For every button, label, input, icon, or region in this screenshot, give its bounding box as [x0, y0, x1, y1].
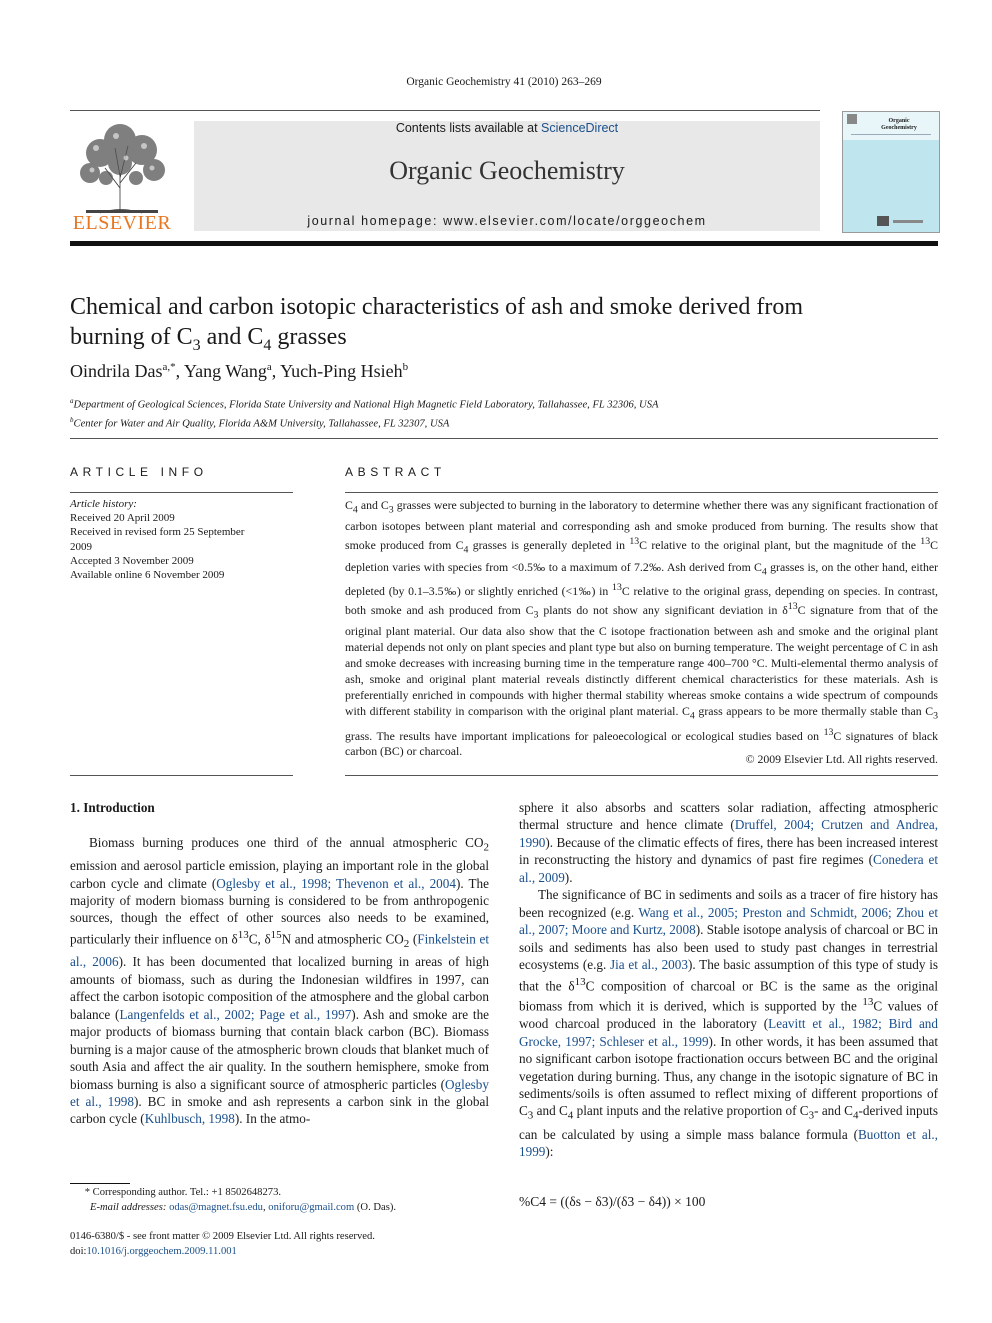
title-rule	[70, 438, 938, 439]
paragraph: Biomass burning produces one third of the annual atmospheric $CO_2$ emission and aerosol particle emission, playing an important role in the global carbon cycle and climate (Oglesby et al., 1998; Thevenon et al., 2004). The majority of modern biomass burning is considered to be from anthropogenic sources, though the effect of other sources also needs to be examined, particularly their influence on $\delta^{13}C$, $\delta^{15}N$ and atmospheric $CO_2$ (Finkelstein et al., 2006). It has been documented that localized burning in areas of high amounts of biomass, such as during the Indonesian wildfires in 1997, can affect the carbon isotopic composition of the atmosphere and the global carbon balance (Langenfelds et al., 2002; Page et al., 1997). Ash and smoke are the major products of biomass burning that contain black carbon (BC). Biomass burning is a major cause of the atmospheric brown clouds that blanket much of south Asia and affect the air quality. In the southern hemisphere, smoke from biomass burning is also a significant source of atmospheric particles (Oglesby et al., 1998). BC in smoke and ash represents a carbon sink in the global carbon cycle (Kuhlbusch, 1998). In the atmo-	[70, 835, 490, 1127]
header-rule	[70, 110, 820, 111]
abstract-copyright: © 2009 Elsevier Ltd. All rights reserved.	[745, 752, 938, 766]
sciencedirect-link[interactable]: ScienceDirect	[541, 121, 619, 135]
corresponding-author-footnote: * Corresponding author. Tel.: +1 8502648273. E-mail addresses: odas@magnet.fsu.edu, oniforu@gmail.com (O. Das).	[84, 1187, 397, 1213]
header-thick-rule	[70, 241, 938, 246]
homepage-url[interactable]: www.elsevier.com/locate/orggeochem	[443, 214, 707, 228]
article-history: Article history: Received 20 April 2009 Received in revised form 25 September 2009 Accepted 3 November 2009 Available online 6 November 2009	[70, 497, 295, 582]
history-line: Received 20 April 2009	[70, 512, 175, 525]
abstract-rule	[345, 492, 938, 493]
affiliation: $^b$Center for Water and Air Quality, Florida A&M University, Tallahassee, FL 32307, USA	[70, 416, 450, 430]
history-line: Available online 6 November 2009	[70, 569, 225, 582]
citation-link[interactable]: Oglesby et al., 1998; Thevenon et al., 2004	[216, 875, 456, 891]
citation-link[interactable]: Kuhlbusch, 1998	[144, 1111, 235, 1127]
article-info-rule	[70, 492, 293, 493]
affiliation: $^a$Department of Geological Sciences, Florida State University and National High Magnetic Field Laboratory, Tallahassee, FL 32306, USA	[70, 397, 659, 411]
contents-line	[194, 121, 820, 135]
article-title: Chemical and carbon isotopic characteristics of ash and smoke derived from burning of $C_3$ and $C_4$ grasses	[70, 294, 804, 354]
history-line: Received in revised form 25 September	[70, 526, 245, 539]
paragraph: The significance of BC in sediments and soils as a tracer of fire history has been recognized (e.g. Wang et al., 2005; Preston and Schmidt, 2006; Zhou et al., 2007; Moore and Kurtz, 2008). Stable isotope analysis of charcoal or BC in soils and sediments has also been used to study past changes in terrestrial ecosystems (e.g. Jia et al., 2003). The basic assumption of this type of study is that the $\delta^{13}C$ composition of charcoal or BC is the same as the original biomass from which it is derived, which is supported by the $^{13}$C values of wood charcoal produced in the laboratory (Leavitt et al., 1982; Bird and Grocke, 1997; Schleser et al., 1999). In other words, it has been assumed that no significant carbon isotope fractionation occurs between BC and the original vegetation during burning. Thus, any change in the isotopic signature of BC in sediments/soils is often assumed to reflect mixing of different proportions of $C_3$ and $C_4$ plant inputs and the relative proportion of $C_3-$ and $C_4$-derived inputs can be calculated by using a simple mass balance formula (Buotton et al., 1999):	[519, 887, 939, 1160]
contents-prefix: Contents lists available at	[395, 121, 542, 135]
citation-link[interactable]: Finkelstein et al., 2006	[70, 931, 489, 970]
abstract-heading: ABSTRACT	[345, 465, 446, 479]
body-column-left	[70, 834, 489, 1128]
citation-link[interactable]: Conedera et al., 2009	[519, 852, 939, 885]
body-column-right	[519, 799, 938, 1160]
mass-balance-formula: %C4 = ((δs − δ3)/(δ3 − δ4)) × 100	[519, 1194, 706, 1209]
journal-citation: Organic Geochemistry 41 (2010) 263–269	[406, 76, 602, 88]
journal-cover-thumbnail	[842, 111, 940, 233]
author-name[interactable]: Oindrila Das	[70, 361, 163, 381]
citation-link[interactable]: Langenfelds et al., 2002; Page et al., 1997	[119, 1006, 352, 1022]
elsevier-wordmark: ELSEVIER	[72, 212, 172, 234]
citation-link[interactable]: Buotton et al., 1999	[519, 1126, 938, 1160]
author-list: Oindrila Das$^{a,*}$, Yang Wang$^a$, Yuch-Ping Hsieh$^b$	[70, 361, 409, 381]
citation-link[interactable]: Wang et al., 2005; Preston and Schmidt, 2006; Zhou et al., 2007; Moore and Kurtz, 2008	[519, 904, 938, 938]
paragraph: sphere it also absorbs and scatters solar radiation, affecting atmospheric thermal structure and hence climate (Druffel, 2004; Crutzen and Andrea, 1990). Because of the climatic effects of fires, there has been increased interest in reconstructing the history and dynamics of past fire regimes (Conedera et al., 2009).	[519, 800, 939, 885]
elsevier-logo	[70, 118, 174, 236]
email-link[interactable]: odas@magnet.fsu.edu	[169, 1201, 263, 1213]
citation-link[interactable]: Druffel, 2004; Crutzen and Andrea, 1990	[519, 817, 939, 850]
author-name[interactable]: Yang Wang	[183, 361, 267, 381]
homepage-prefix: journal homepage:	[307, 214, 444, 228]
journal-name: Organic Geochemistry	[389, 156, 625, 185]
history-line: 2009	[70, 540, 92, 553]
cover-logo-icon	[847, 114, 857, 124]
article-info-heading: ARTICLE INFO	[70, 465, 208, 479]
article-info-bottom-rule	[70, 775, 293, 776]
abstract-body: $C_4$ and $C_3$ grasses were subjected to burning in the laboratory to determine whether there was any significant fractionation of carbon isotopes between plant material and corresponding ash and smoke produced from burning. The results show that smoke produced from $C_4$ grasses is generally depleted in $^{13}$C relative to the original plant, but the magnitude of the $^{13}$C depletion varies with species from <0.5‰ to a maximum of 7.2‰. Ash derived from $C_4$ grasses is, on the other hand, either depleted (by 0.1–3.5‰) or slightly enriched (<1‰) in $^{13}$C relative to the original grass, depending on species. In contrast, both smoke and ash produced from $C_3$ plants do not show any significant deviation in $\delta^{13}C$ signature from that of the original plant material. Our data also show that the C isotope fractionation between ash and smoke and the original plant material depends not only on plant species and plant type but also on burning temperature. The weight percentage of C in ash and smoke decreases with increasing burning time in the temperature range 400–700 °C. Multi-elemental thermo analysis of ash, smoke and original plant material reveals distinctly different chemical characteristics for these materials. Ash is preferentially enriched in compounds with higher thermal stability whereas smoke contains a wide spectrum of compounds with different stability in comparison with the original plant material. $C_4$ grass appears to be more thermally stable than $C_3$ grass. The results have important implications for paleoecological or ecological studies based on $^{13}$C signatures of black carbon (BC) or charcoal.	[345, 498, 939, 759]
cover-title: Organic Geochemistry	[881, 118, 917, 131]
journal-homepage	[194, 214, 820, 228]
author-name[interactable]: Yuch-Ping Hsieh	[280, 361, 403, 381]
citation-link[interactable]: Leavitt et al., 1982; Bird and Grocke, 1997; Schleser et al., 1999	[519, 1016, 938, 1049]
citation-link[interactable]: Jia et al., 2003	[610, 957, 688, 973]
abstract-bottom-rule	[345, 775, 938, 776]
issn-block: 0146-6380/$ - see front matter © 2009 Elsevier Ltd. All rights reserved. doi:10.1016/j.orggeochem.2009.11.001	[70, 1231, 375, 1257]
email-link[interactable]: oniforu@gmail.com	[268, 1201, 355, 1213]
cover-publisher-icon	[877, 216, 889, 226]
section-heading-introduction: 1. Introduction	[70, 800, 155, 815]
history-line: Accepted 3 November 2009	[70, 554, 194, 567]
doi-link[interactable]: 10.1016/j.orggeochem.2009.11.001	[86, 1245, 237, 1257]
citation-link[interactable]: Oglesby et al., 1998	[70, 1076, 489, 1110]
affiliations	[70, 394, 938, 432]
footnote-rule	[70, 1183, 130, 1184]
